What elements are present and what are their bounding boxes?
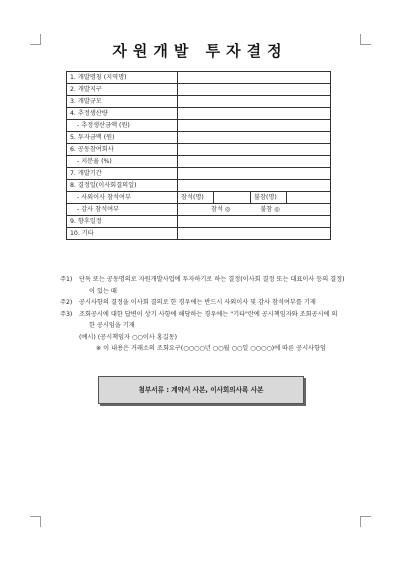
table-row <box>67 96 331 108</box>
value-cell[interactable] <box>178 96 331 108</box>
row-label: - 지분율 (%) <box>67 156 178 168</box>
audit-present-option[interactable]: 참석 ◎ <box>211 206 231 213</box>
row-label: 10. 기타 <box>67 228 178 240</box>
row-label: 5. 투자금액 (원) <box>67 132 178 144</box>
crop-mark-bottom-right <box>360 516 371 527</box>
footnote-line: 이 있는 때 <box>89 287 117 295</box>
row-label: - 감사 참석여부 <box>67 204 178 216</box>
value-cell[interactable] <box>178 156 331 168</box>
value-cell[interactable] <box>178 168 331 180</box>
value-cell[interactable] <box>178 144 331 156</box>
absent-count-label: 불참(명) <box>251 192 287 203</box>
footnote-2 <box>60 297 350 309</box>
table-row <box>67 132 331 144</box>
value-cell[interactable] <box>178 216 331 228</box>
row-label: 8. 결정일(이사회결의일) <box>67 180 178 192</box>
value-cell[interactable] <box>178 72 331 84</box>
value-cell[interactable] <box>178 120 331 132</box>
value-cell[interactable] <box>178 180 331 192</box>
footnote-text <box>79 309 350 355</box>
footnote-line: 단독 또는 공동명의로 자원개발사업에 투자하기로 하는 결정(이사회 결정 또는 대표이사 등의 결정) <box>79 276 345 283</box>
table-row <box>67 156 331 168</box>
footnote-line: 조회공시에 대한 답변이 상기 사항에 해당하는 경우에는 "기타"란에 공시책임자와 조회공시에 의 <box>79 310 338 318</box>
footnote-number: 주3) <box>60 310 73 318</box>
footnotes <box>60 274 350 355</box>
crop-mark-bottom-left <box>30 516 41 527</box>
present-count-input[interactable] <box>214 192 251 203</box>
row-label: 3. 개발규모 <box>67 96 178 108</box>
page-title: 자원개발 투자결정 <box>112 42 288 60</box>
row-label: 1. 개발명칭 (지역명) <box>67 72 178 84</box>
disclosure-form-table <box>66 71 331 240</box>
row-label: 7. 개발기간 <box>67 168 178 180</box>
audit-attendance-cell <box>178 204 331 216</box>
footnote-example: (예시) (공시책임자 ○○이사 홍길동) <box>79 333 178 341</box>
footnote-text <box>79 274 350 297</box>
row-label: 4. 추정생산량 <box>67 108 178 120</box>
value-cell[interactable] <box>178 108 331 120</box>
row-label: - 사외이사 참석여부 <box>67 192 178 204</box>
audit-absent-option[interactable]: 불참 ◎ <box>260 206 280 213</box>
table-row <box>67 108 331 120</box>
footnote-remark: ※ 이 내용은 거래소의 조회요구(○○○○년 ○○월 ○○일 ○○○○)에 따른 공시사항임 <box>96 345 326 352</box>
value-cell[interactable] <box>178 132 331 144</box>
footnote-line: 한 공시임을 기재 <box>89 322 135 329</box>
table-row <box>67 192 331 204</box>
row-label: 6. 공동참여회사 <box>67 144 178 156</box>
attachment-box: 첨부서류 : 계약서 사본, 이사회의사록 사본 <box>98 376 304 404</box>
absent-count-input[interactable] <box>287 192 331 203</box>
footnote-3 <box>60 309 350 355</box>
value-cell[interactable] <box>178 84 331 96</box>
table-row <box>67 180 331 192</box>
footnote-1 <box>60 274 350 297</box>
table-row <box>67 72 331 84</box>
table-row <box>67 168 331 180</box>
row-label: 2. 개발지구 <box>67 84 178 96</box>
row-label: 9. 향후일정 <box>67 216 178 228</box>
table-row <box>67 144 331 156</box>
table-row <box>67 120 331 132</box>
present-count-label: 참석(명) <box>178 192 214 203</box>
table-row <box>67 84 331 96</box>
value-cell[interactable] <box>178 228 331 240</box>
footnote-number: 주2) <box>60 299 73 306</box>
row-label: - 추정생산금액 (원) <box>67 120 178 132</box>
table-row <box>67 228 331 240</box>
footnote-number: 주1) <box>60 276 73 283</box>
outside-director-cell <box>178 192 331 204</box>
table-row <box>67 216 331 228</box>
footnote-text: 공시사항의 결정을 이사회 결의로 한 경우에는 반드시 사외이사 및 감사 참석여부를 기재 <box>79 299 316 306</box>
table-row <box>67 204 331 216</box>
